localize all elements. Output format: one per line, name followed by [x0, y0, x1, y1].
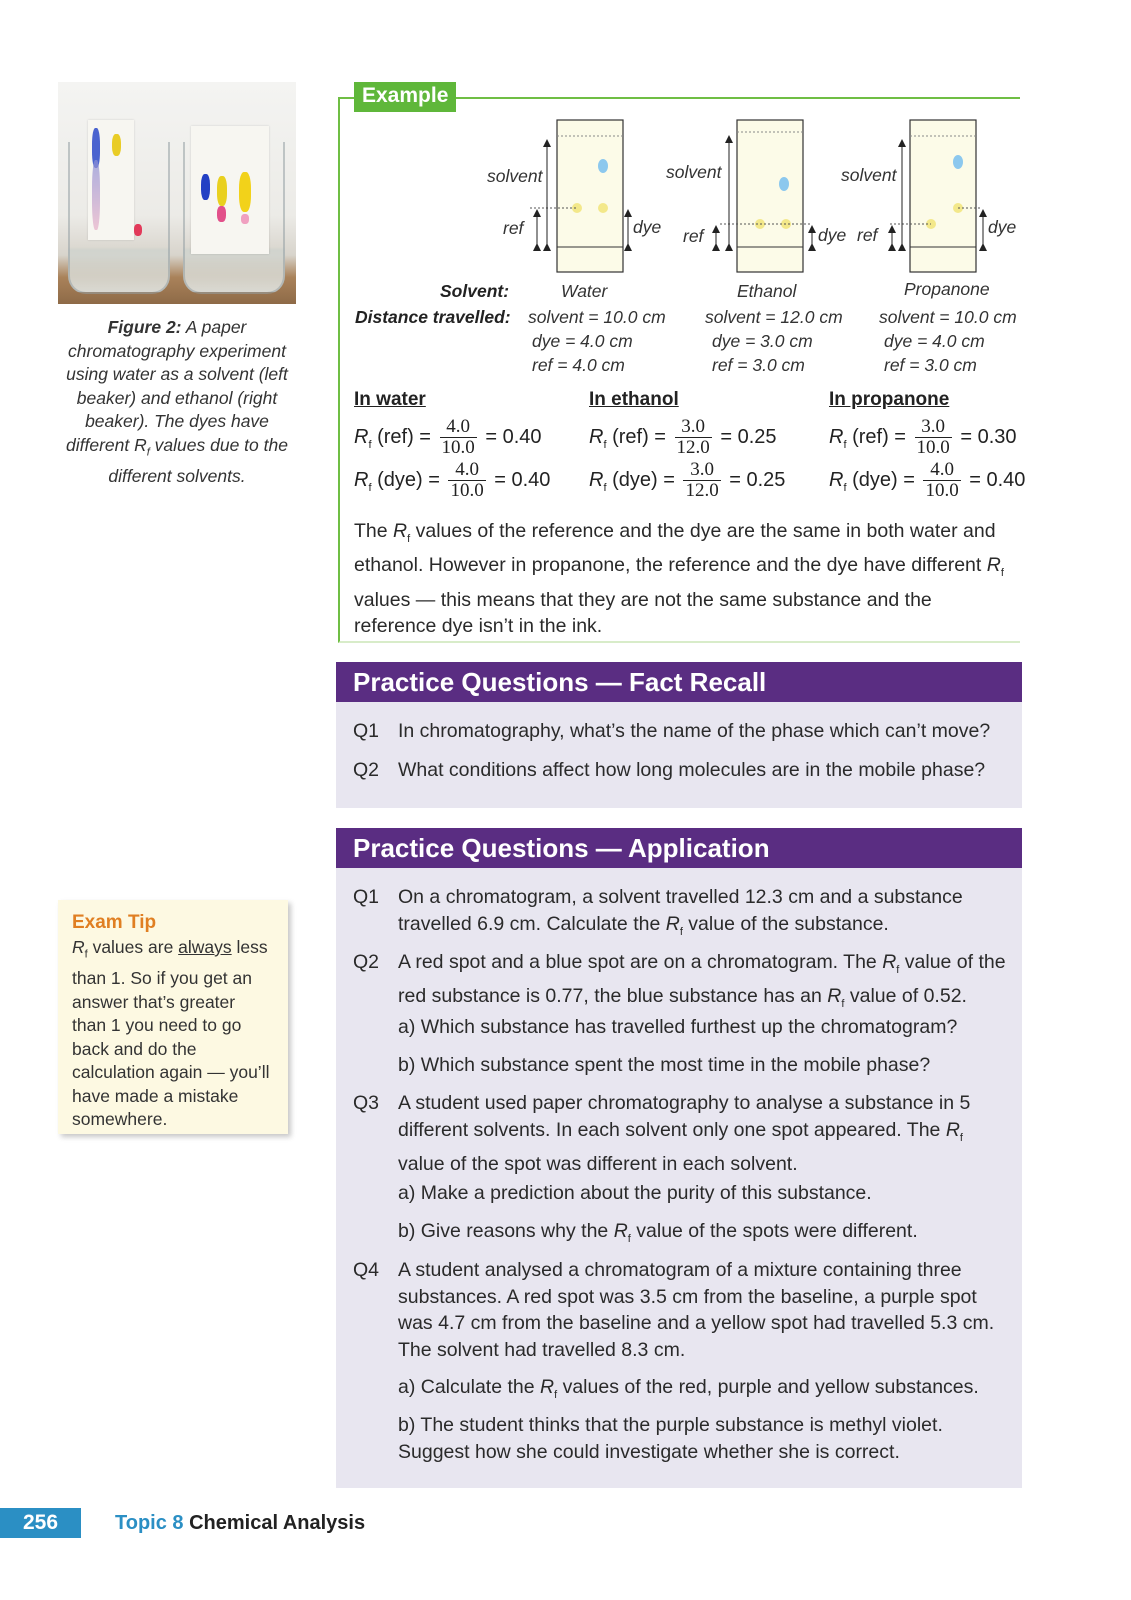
water-ref-distance: ref = 4.0 cm	[532, 355, 625, 375]
heading-in-water: In water	[354, 389, 426, 410]
figure-caption-end: values due to the different solvents.	[108, 434, 288, 486]
figure-caption	[58, 316, 296, 488]
solvent-name-propanone: Propanone	[904, 279, 990, 299]
ethanol-dye-distance: dye = 3.0 cm	[712, 331, 813, 351]
propanone-ref-distance: ref = 3.0 cm	[884, 355, 977, 375]
page-number: 256	[0, 1508, 81, 1538]
figure-label: Figure 2:	[107, 317, 182, 337]
rf-dye-equation-water: $R_f$ (dye) = $\frac{4.0}{10.0}$ = 0.40	[354, 459, 551, 501]
chromatogram-diagrams	[480, 110, 1020, 280]
example-tag: Example	[354, 82, 456, 112]
fraction: $\frac{4.0}{10.0}$	[925, 459, 959, 501]
rf-dye-equation-ethanol: $R_f$ (dye) = $\frac{3.0}{12.0}$ = 0.25	[589, 459, 786, 501]
dye-label: dye	[633, 217, 662, 237]
rf-ref-equation-ethanol: $R_f$ (ref) = $\frac{3.0}{12.0}$ = 0.25	[589, 416, 777, 458]
ethanol-solvent-distance: solvent = 12.0 cm	[705, 307, 843, 327]
rf-dye-equation-propanone: $R_f$ (dye) = $\frac{4.0}{10.0}$ = 0.40	[829, 459, 1026, 501]
example-conclusion: The $R_f$ values of the reference and the dye are the same in both water and ethanol. However in propanone, the reference and the dye have different $R_f$ values — this means that they are not the same substance and the reference dye isn’t in the ink.	[354, 520, 1004, 638]
rf-subscript: f	[146, 446, 150, 458]
fact-recall-body	[336, 702, 1022, 808]
solvent-label: solvent	[487, 166, 543, 186]
ref-label: ref	[503, 218, 524, 238]
topic-footer	[115, 1508, 365, 1538]
ref-label: ref	[683, 226, 704, 246]
exam-tip-text: $R_f$ values are always less than 1. So if you get an answer that’s greater than 1 you need to go back and do the calculation again — you’ll have made a mistake somewhere.	[72, 937, 270, 1129]
dye-label: dye	[988, 217, 1017, 237]
heading-in-ethanol: In ethanol	[589, 389, 679, 410]
rf-ref-equation-water: $R_f$ (ref) = $\frac{4.0}{10.0}$ = 0.40	[354, 416, 542, 458]
dye-label: dye	[818, 225, 847, 245]
solvent-name-ethanol: Ethanol	[737, 281, 797, 301]
solvent-row-label: Solvent:	[440, 281, 510, 301]
ref-label: ref	[857, 225, 878, 245]
ethanol-ref-distance: ref = 3.0 cm	[712, 355, 805, 375]
application-title: Practice Questions — Application	[336, 828, 1022, 868]
app-question-3a: a) Make a prediction about the purity of this substance.	[398, 1182, 872, 1204]
heading-in-propanone: In propanone	[829, 389, 950, 410]
fact-question-1: Q1 In chromatography, what’s the name of the phase which can’t move?	[353, 720, 991, 742]
fraction: $\frac{3.0}{12.0}$	[685, 459, 719, 501]
rf-ref-equation-propanone: $R_f$ (ref) = $\frac{3.0}{10.0}$ = 0.30	[829, 416, 1017, 458]
figure-caption-text: A paper chromatography experiment using water as a solvent (left beaker) and ethanol (right beaker). The dyes have different R	[66, 317, 288, 455]
topic-name: Chemical Analysis	[189, 1512, 366, 1534]
left-paper-strip	[88, 120, 134, 240]
fraction: $\frac{4.0}{10.0}$	[441, 416, 475, 458]
solvent-name-water: Water	[561, 281, 608, 301]
propanone-solvent-distance: solvent = 10.0 cm	[879, 307, 1017, 327]
exam-tip-title: Exam Tip	[72, 912, 157, 933]
fact-question-2: Q2 What conditions affect how long molecules are in the mobile phase?	[353, 759, 986, 781]
app-question-4b: b) The student thinks that the purple substance is methyl violet. Suggest how she could investigate whether she is correct.	[398, 1414, 943, 1463]
chromatography-photo	[58, 82, 296, 304]
solvent-label: solvent	[841, 165, 897, 185]
app-question-3b: b) Give reasons why the $R_f$ value of the spots were different.	[398, 1220, 918, 1245]
app-question-2b: b) Which substance spent the most time in the mobile phase?	[398, 1054, 931, 1076]
chromatogram-water	[530, 120, 628, 272]
application-body: Q1 On a chromatogram, a solvent travelled 12.3 cm and a substance travelled 6.9 cm. Calculate the $R_f$ value of the substance. Q2 A red spot and a blue spot are on a chromatogram. The $R_f$ value of the red substance is 0.77, the blue substance has an $R_f$ value of 0.52. a) Which substance has travelled furthest up the chromatogram? b) Which substance spent the most time in the mobile phase? Q3 A student used paper chromatography to analyse a substance in 5 different solvents. In each solvent only one spot appeared. The $R_f$ value of the spot was different in each solvent. a) Make a prediction about the purity of this substance. b) Give reasons why the $R_f$ value of the spots were different. Q4 A student analysed a chromatogram of a mixture containing three substances. A red spot was 3.5 cm from the baseline, a purple spot was 4.7 cm from the baseline and a yellow spot had travelled 5.3 cm. The solvent had travelled 8.3 cm. a) Calculate the $R_f$ values of the red, purple and yellow substances. b) The student thinks that the purple substance is methyl violet. Suggest how she could investigate whether she is correct.	[336, 868, 1022, 1488]
solvent-label: solvent	[666, 162, 722, 182]
chromatogram-ethanol	[716, 120, 812, 272]
distance-row-label: Distance travelled:	[355, 307, 511, 327]
chromatogram-propanone	[890, 120, 983, 272]
exam-tip-box	[58, 900, 288, 1134]
water-solvent-distance: solvent = 10.0 cm	[528, 307, 666, 327]
propanone-dye-distance: dye = 4.0 cm	[884, 331, 985, 351]
fraction: $\frac{3.0}{12.0}$	[676, 416, 710, 458]
app-question-4a: a) Calculate the $R_f$ values of the red, purple and yellow substances.	[398, 1376, 979, 1401]
water-dye-distance: dye = 4.0 cm	[532, 331, 633, 351]
fact-recall-title: Practice Questions — Fact Recall	[336, 662, 1022, 702]
fraction: $\frac{3.0}{10.0}$	[916, 416, 950, 458]
app-question-2a: a) Which substance has travelled furthest up the chromatogram?	[398, 1016, 958, 1038]
topic-label: Topic 8	[115, 1512, 184, 1534]
right-paper-strip	[191, 126, 269, 254]
fraction: $\frac{4.0}{10.0}$	[450, 459, 484, 501]
